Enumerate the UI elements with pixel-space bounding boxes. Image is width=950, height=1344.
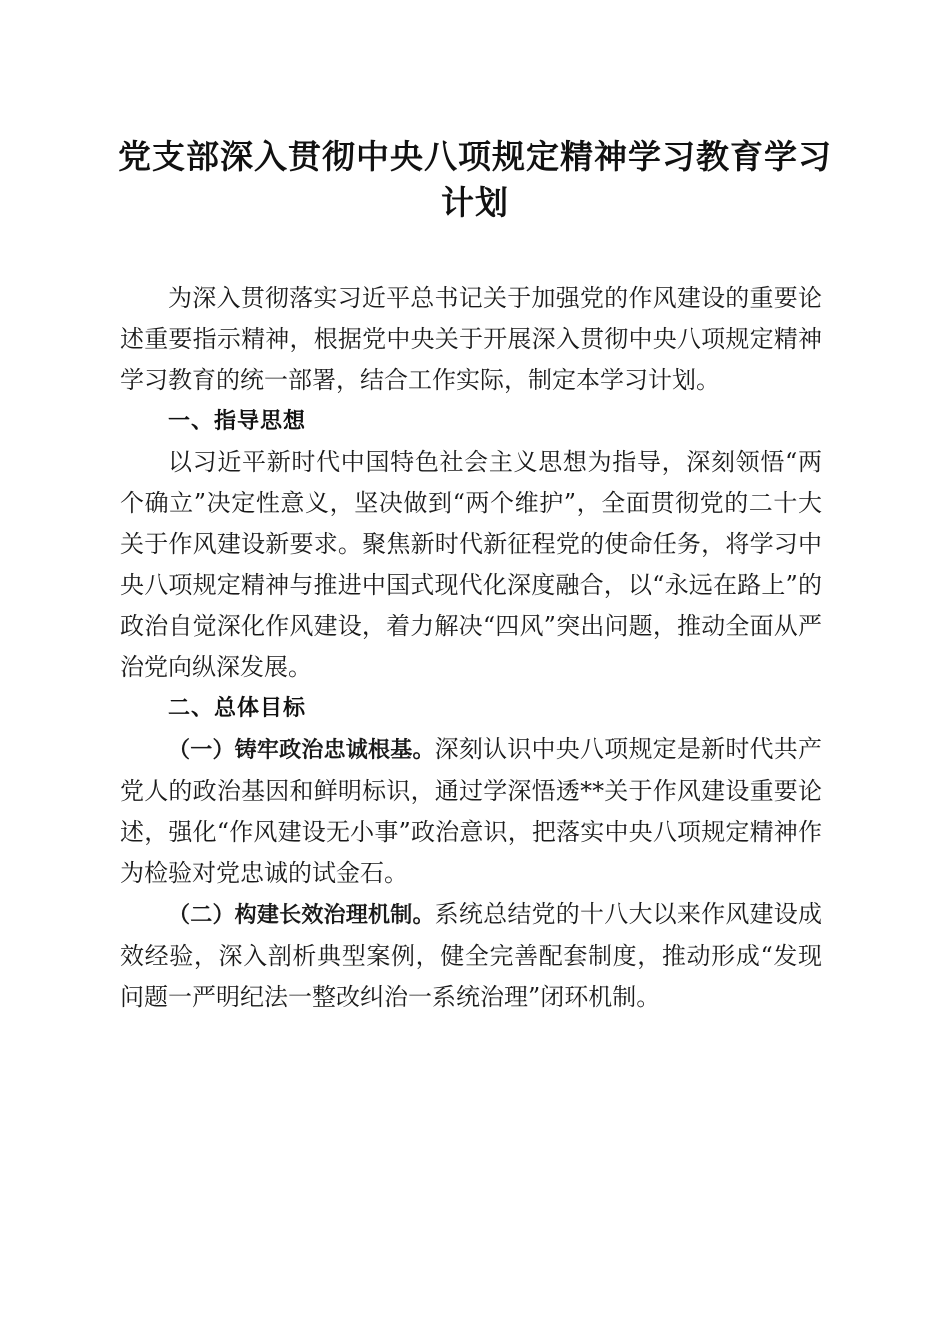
goal-item [120,894,822,1018]
goal-item-lead: （二）构建长效治理机制。 [168,903,435,928]
intro-paragraph: 为深入贯彻落实习近平总书记关于加强党的作风建设的重要论述重要指示精神，根据党中央关于开展深入贯彻中央八项规定精神学习教育的统一部署，结合工作实际，制定本学习计划。 [120,284,822,394]
document-body [120,278,822,1018]
section-heading-overall-goals: 二、总体目标 [168,696,307,721]
goal-item-lead: （一）铸牢政治忠诚根基。 [168,738,435,763]
goal-item [120,729,822,894]
section-heading-guiding-ideology: 一、指导思想 [168,409,307,434]
goal-item-text: 系统总结党的十八大以来作风建设成效经验，深入剖析典型案例，健全完善配套制度，推动形成“发现问题一严明纪法一整改纠治一系统治理”闭环机制。 [120,900,822,1011]
section-paragraph-guiding-ideology: 以习近平新时代中国特色社会主义思想为指导，深刻领悟“两个确立”决定性意义，坚决做到“两个维护”，全面贯彻党的二十大关于作风建设新要求。聚焦新时代新征程党的使命任务，将学习中央八项规定精神与推进中国式现代化深度融合，以“永远在路上”的政治自觉深化作风建设，着力解决“四风”突出问题，推动全面从严治党向纵深发展。 [120,448,822,681]
goal-item-text: 深刻认识中央八项规定是新时代共产党人的政治基因和鲜明标识，通过学深悟透**关于作风建设重要论述，强化“作风建设无小事”政治意识，把落实中央八项规定精神作为检验对党忠诚的试金石。 [120,735,822,887]
document-title: 党支部深入贯彻中央八项规定精神学习教育学习计划 [118,137,832,222]
